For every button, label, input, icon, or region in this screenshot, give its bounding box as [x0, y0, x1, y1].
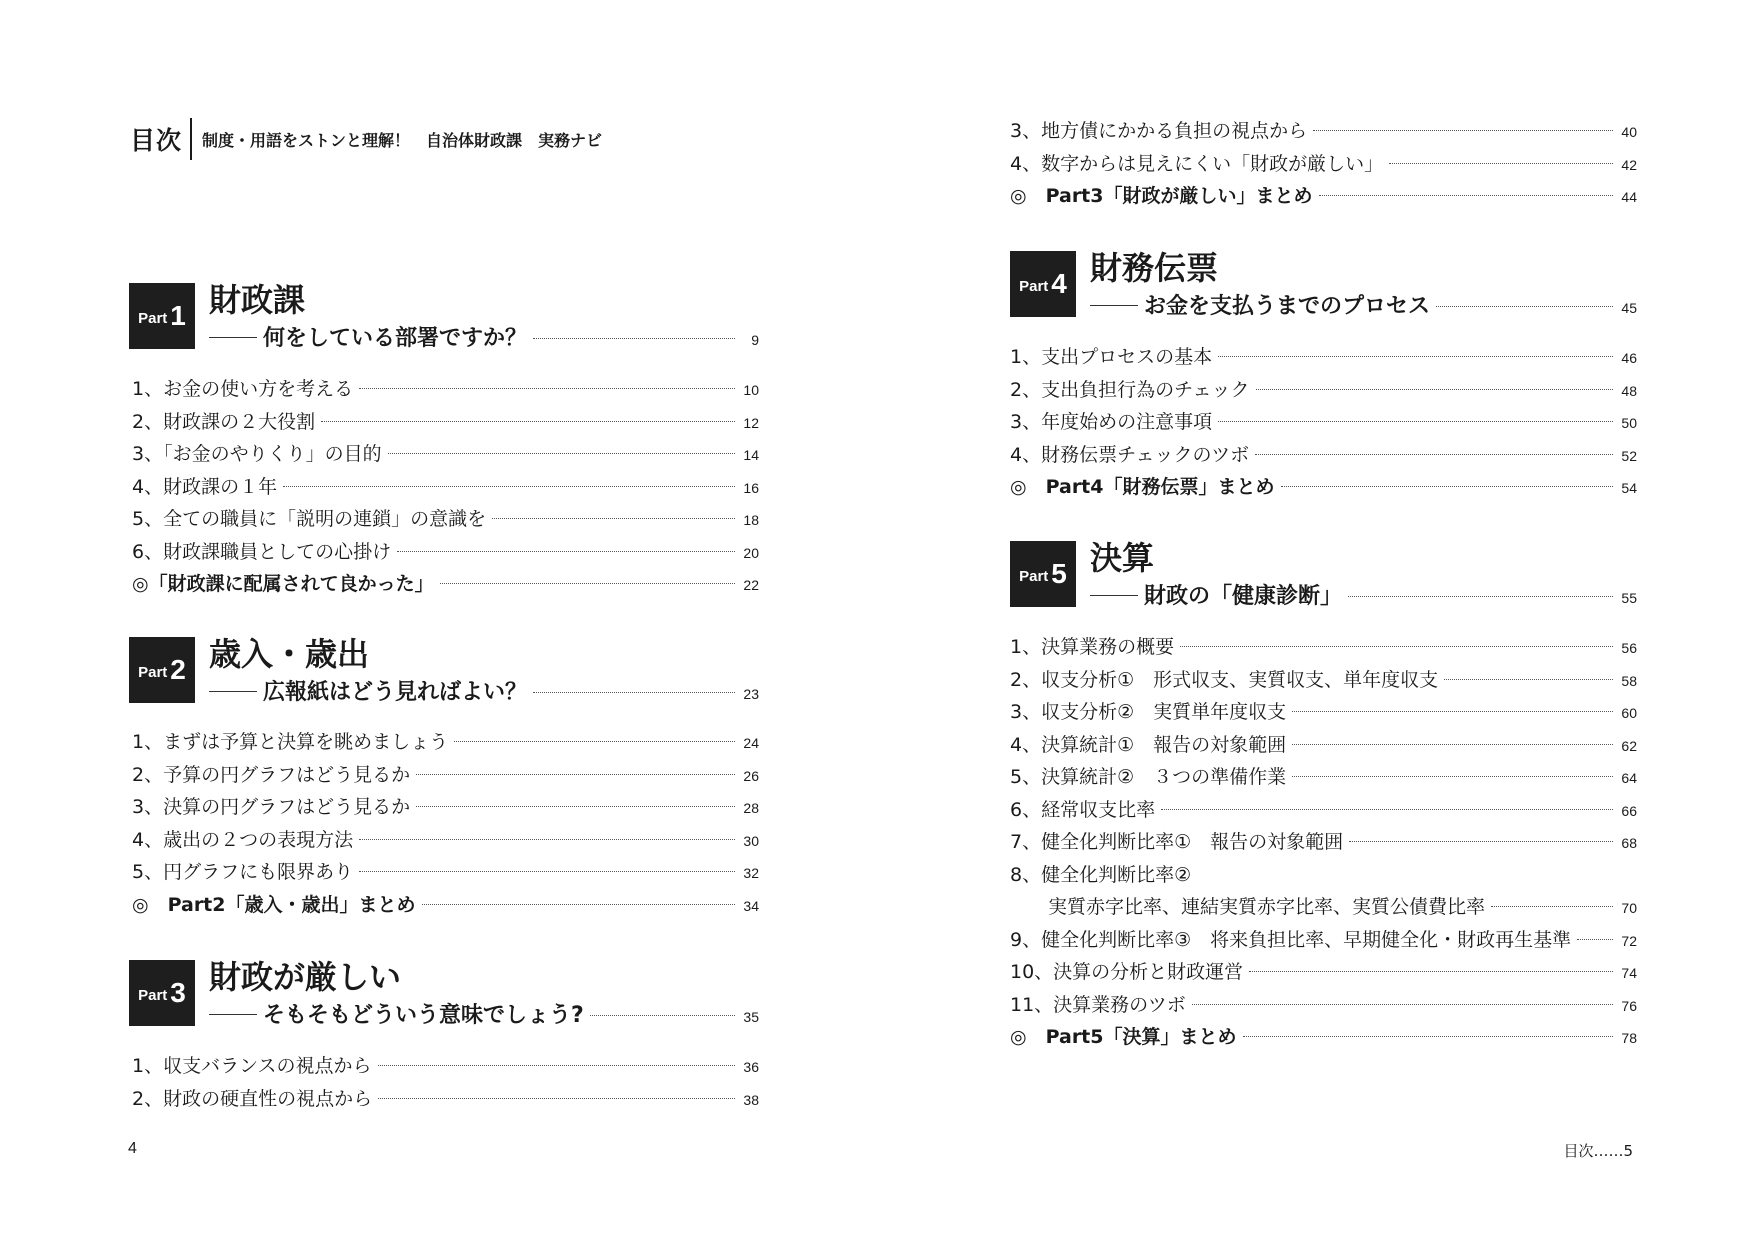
- part-badge: Part 4: [1010, 251, 1076, 317]
- part-title: 財政が厳しい: [209, 958, 402, 996]
- toc-entry[interactable]: 6、経常収支比率 66: [1010, 798, 1637, 821]
- part-3-heading: [129, 960, 759, 1030]
- part-subtitle: 広報紙はどう見ればよい？: [263, 680, 528, 705]
- toc-summary-entry[interactable]: ◎ Part3「財政が厳しい」まとめ 44: [1010, 185, 1637, 207]
- part-3-list-left: [132, 1051, 759, 1116]
- page-header: [130, 118, 602, 160]
- part-badge: Part 1: [129, 283, 195, 349]
- page-number: 9: [751, 332, 759, 348]
- toc-entry[interactable]: 1、決算業務の概要 56: [1010, 636, 1637, 658]
- toc-entry[interactable]: 4、財政課の１年 16: [132, 475, 759, 498]
- toc-entry[interactable]: 2、財政課の２大役割 12: [132, 410, 759, 433]
- toc-entry[interactable]: 11、決算業務のツボ 76: [1010, 993, 1637, 1016]
- toc-entry[interactable]: 2、支出負担行為のチェック 48: [1010, 378, 1637, 401]
- toc-entry[interactable]: 9、健全化判断比率③ 将来負担比率、早期健全化・財政再生基準 72: [1010, 928, 1637, 951]
- header-divider: [190, 118, 192, 160]
- part-2-list: [132, 727, 759, 922]
- toc-entry[interactable]: 5、円グラフにも限界あり 32: [132, 861, 759, 883]
- part-subtitle: そもそもどういう意味でしょう?: [263, 1003, 584, 1028]
- toc-summary-entry[interactable]: ◎ Part5「決算」まとめ 78: [1010, 1026, 1637, 1048]
- page-number: 45: [1621, 300, 1637, 316]
- toc-entry[interactable]: 2、予算の円グラフはどう見るか 26: [132, 763, 759, 786]
- part-5-list: [1010, 632, 1637, 1055]
- toc-entry[interactable]: 3、年度始めの注意事項 50: [1010, 411, 1637, 433]
- toc-entry[interactable]: 8、健全化判断比率②: [1010, 863, 1192, 886]
- left-page-number: 4: [128, 1140, 137, 1157]
- part-4-list: [1010, 342, 1637, 505]
- toc-entry[interactable]: 4、決算統計① 報告の対象範囲 62: [1010, 733, 1637, 756]
- part-2-heading: [129, 637, 759, 707]
- page-number: 55: [1621, 590, 1637, 606]
- part-5-heading: [1010, 541, 1637, 611]
- toc-entry[interactable]: 4、数字からは見えにくい「財政が厳しい」 42: [1010, 152, 1637, 175]
- part-subtitle: 何をしている部署ですか？: [263, 326, 528, 351]
- toc-heading: 目次: [130, 126, 183, 155]
- part-subtitle: 財政の「健康診断」: [1144, 584, 1343, 609]
- toc-entry[interactable]: 10、決算の分析と財政運営 74: [1010, 961, 1637, 983]
- page-number: 23: [743, 686, 759, 702]
- toc-entry[interactable]: 3、収支分析② 実質単年度収支 60: [1010, 701, 1637, 723]
- book-title: 制度・用語をストンと理解！ 自治体財政課 実務ナビ: [202, 130, 603, 150]
- toc-entry[interactable]: 1、収支バランスの視点から 36: [132, 1055, 759, 1077]
- toc-entry[interactable]: 3、地方債にかかる負担の視点から 40: [1010, 120, 1637, 142]
- toc-entry[interactable]: 4、歳出の２つの表現方法 30: [132, 828, 759, 851]
- part-title: 決算: [1090, 539, 1155, 577]
- part-subtitle: お金を支払うまでのプロセス: [1144, 294, 1431, 319]
- toc-entry[interactable]: 4、財務伝票チェックのツボ 52: [1010, 443, 1637, 466]
- toc-entry[interactable]: 5、決算統計② ３つの準備作業 64: [1010, 766, 1637, 788]
- page-number: 35: [743, 1009, 759, 1025]
- part-title: 財務伝票: [1090, 249, 1219, 287]
- toc-entry[interactable]: 1、お金の使い方を考える 10: [132, 378, 759, 400]
- part-badge: Part 3: [129, 960, 195, 1026]
- toc-entry[interactable]: 7、健全化判断比率① 報告の対象範囲 68: [1010, 831, 1637, 853]
- part-title: 財政課: [209, 281, 306, 319]
- toc-entry[interactable]: 1、支出プロセスの基本 46: [1010, 346, 1637, 368]
- toc-entry[interactable]: 6、財政課職員としての心掛け 20: [132, 540, 759, 563]
- part-4-heading: [1010, 251, 1637, 321]
- toc-entry[interactable]: 2、財政の硬直性の視点から 38: [132, 1087, 759, 1110]
- toc-entry[interactable]: 1、まずは予算と決算を眺めましょう 24: [132, 731, 759, 753]
- toc-entry[interactable]: 5、全ての職員に「説明の連鎖」の意識を 18: [132, 508, 759, 530]
- toc-entry[interactable]: 2、収支分析① 形式収支、実質収支、単年度収支 58: [1010, 668, 1637, 691]
- part-title: 歳入・歳出: [209, 635, 370, 673]
- part-badge: Part 2: [129, 637, 195, 703]
- right-page-number: 目次……5: [1563, 1142, 1633, 1160]
- part-1-list: [132, 374, 759, 602]
- toc-entry[interactable]: 3、決算の円グラフはどう見るか 28: [132, 796, 759, 818]
- part-badge: Part 5: [1010, 541, 1076, 607]
- part-1-heading: [129, 283, 759, 353]
- toc-entry[interactable]: 実質赤字比率、連結実質赤字比率、実質公債費比率 70: [1048, 896, 1637, 918]
- toc-summary-entry[interactable]: ◎「財政課に配属されて良かった」 22: [132, 573, 759, 595]
- toc-entry[interactable]: 3、「お金のやりくり」の目的 14: [132, 443, 759, 465]
- toc-summary-entry[interactable]: ◎ Part2「歳入・歳出」まとめ 34: [132, 893, 759, 916]
- toc-summary-entry[interactable]: ◎ Part4「財務伝票」まとめ 54: [1010, 476, 1637, 498]
- part-3-list-right: [1010, 116, 1637, 214]
